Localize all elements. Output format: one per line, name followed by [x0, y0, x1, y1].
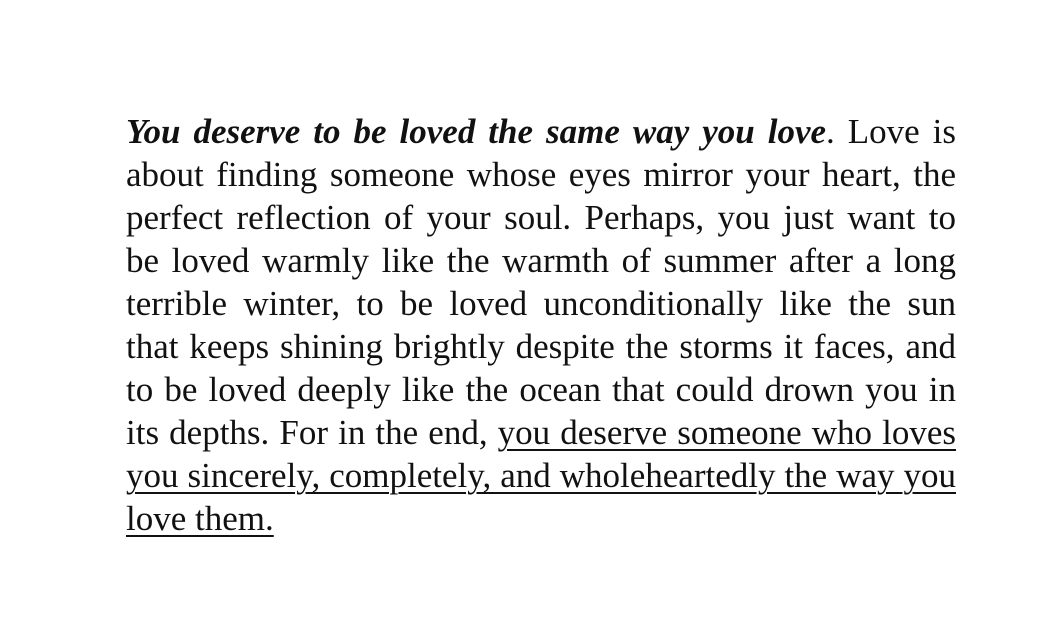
quote-body-text: Love is about finding someone whose eyes mirror your heart, the perfect reflection of your soul. Perhaps, you just want to be loved warmly like the warmth of summer after a long terrible winter, to be loved unconditionally like the sun that keeps shining brightly despite the storms it faces, and to be loved deeply like the ocean that could drown you in its depths. For in the end,	[126, 112, 956, 452]
quote-lead-punctuation: .	[826, 112, 848, 151]
quote-lead-sentence: You deserve to be loved the same way you love	[126, 112, 827, 151]
quote-closing-underlined: you deserve someone who loves you sincerely, completely, and wholeheartedly the way you love them.	[126, 413, 957, 538]
quote-paragraph	[126, 110, 956, 540]
